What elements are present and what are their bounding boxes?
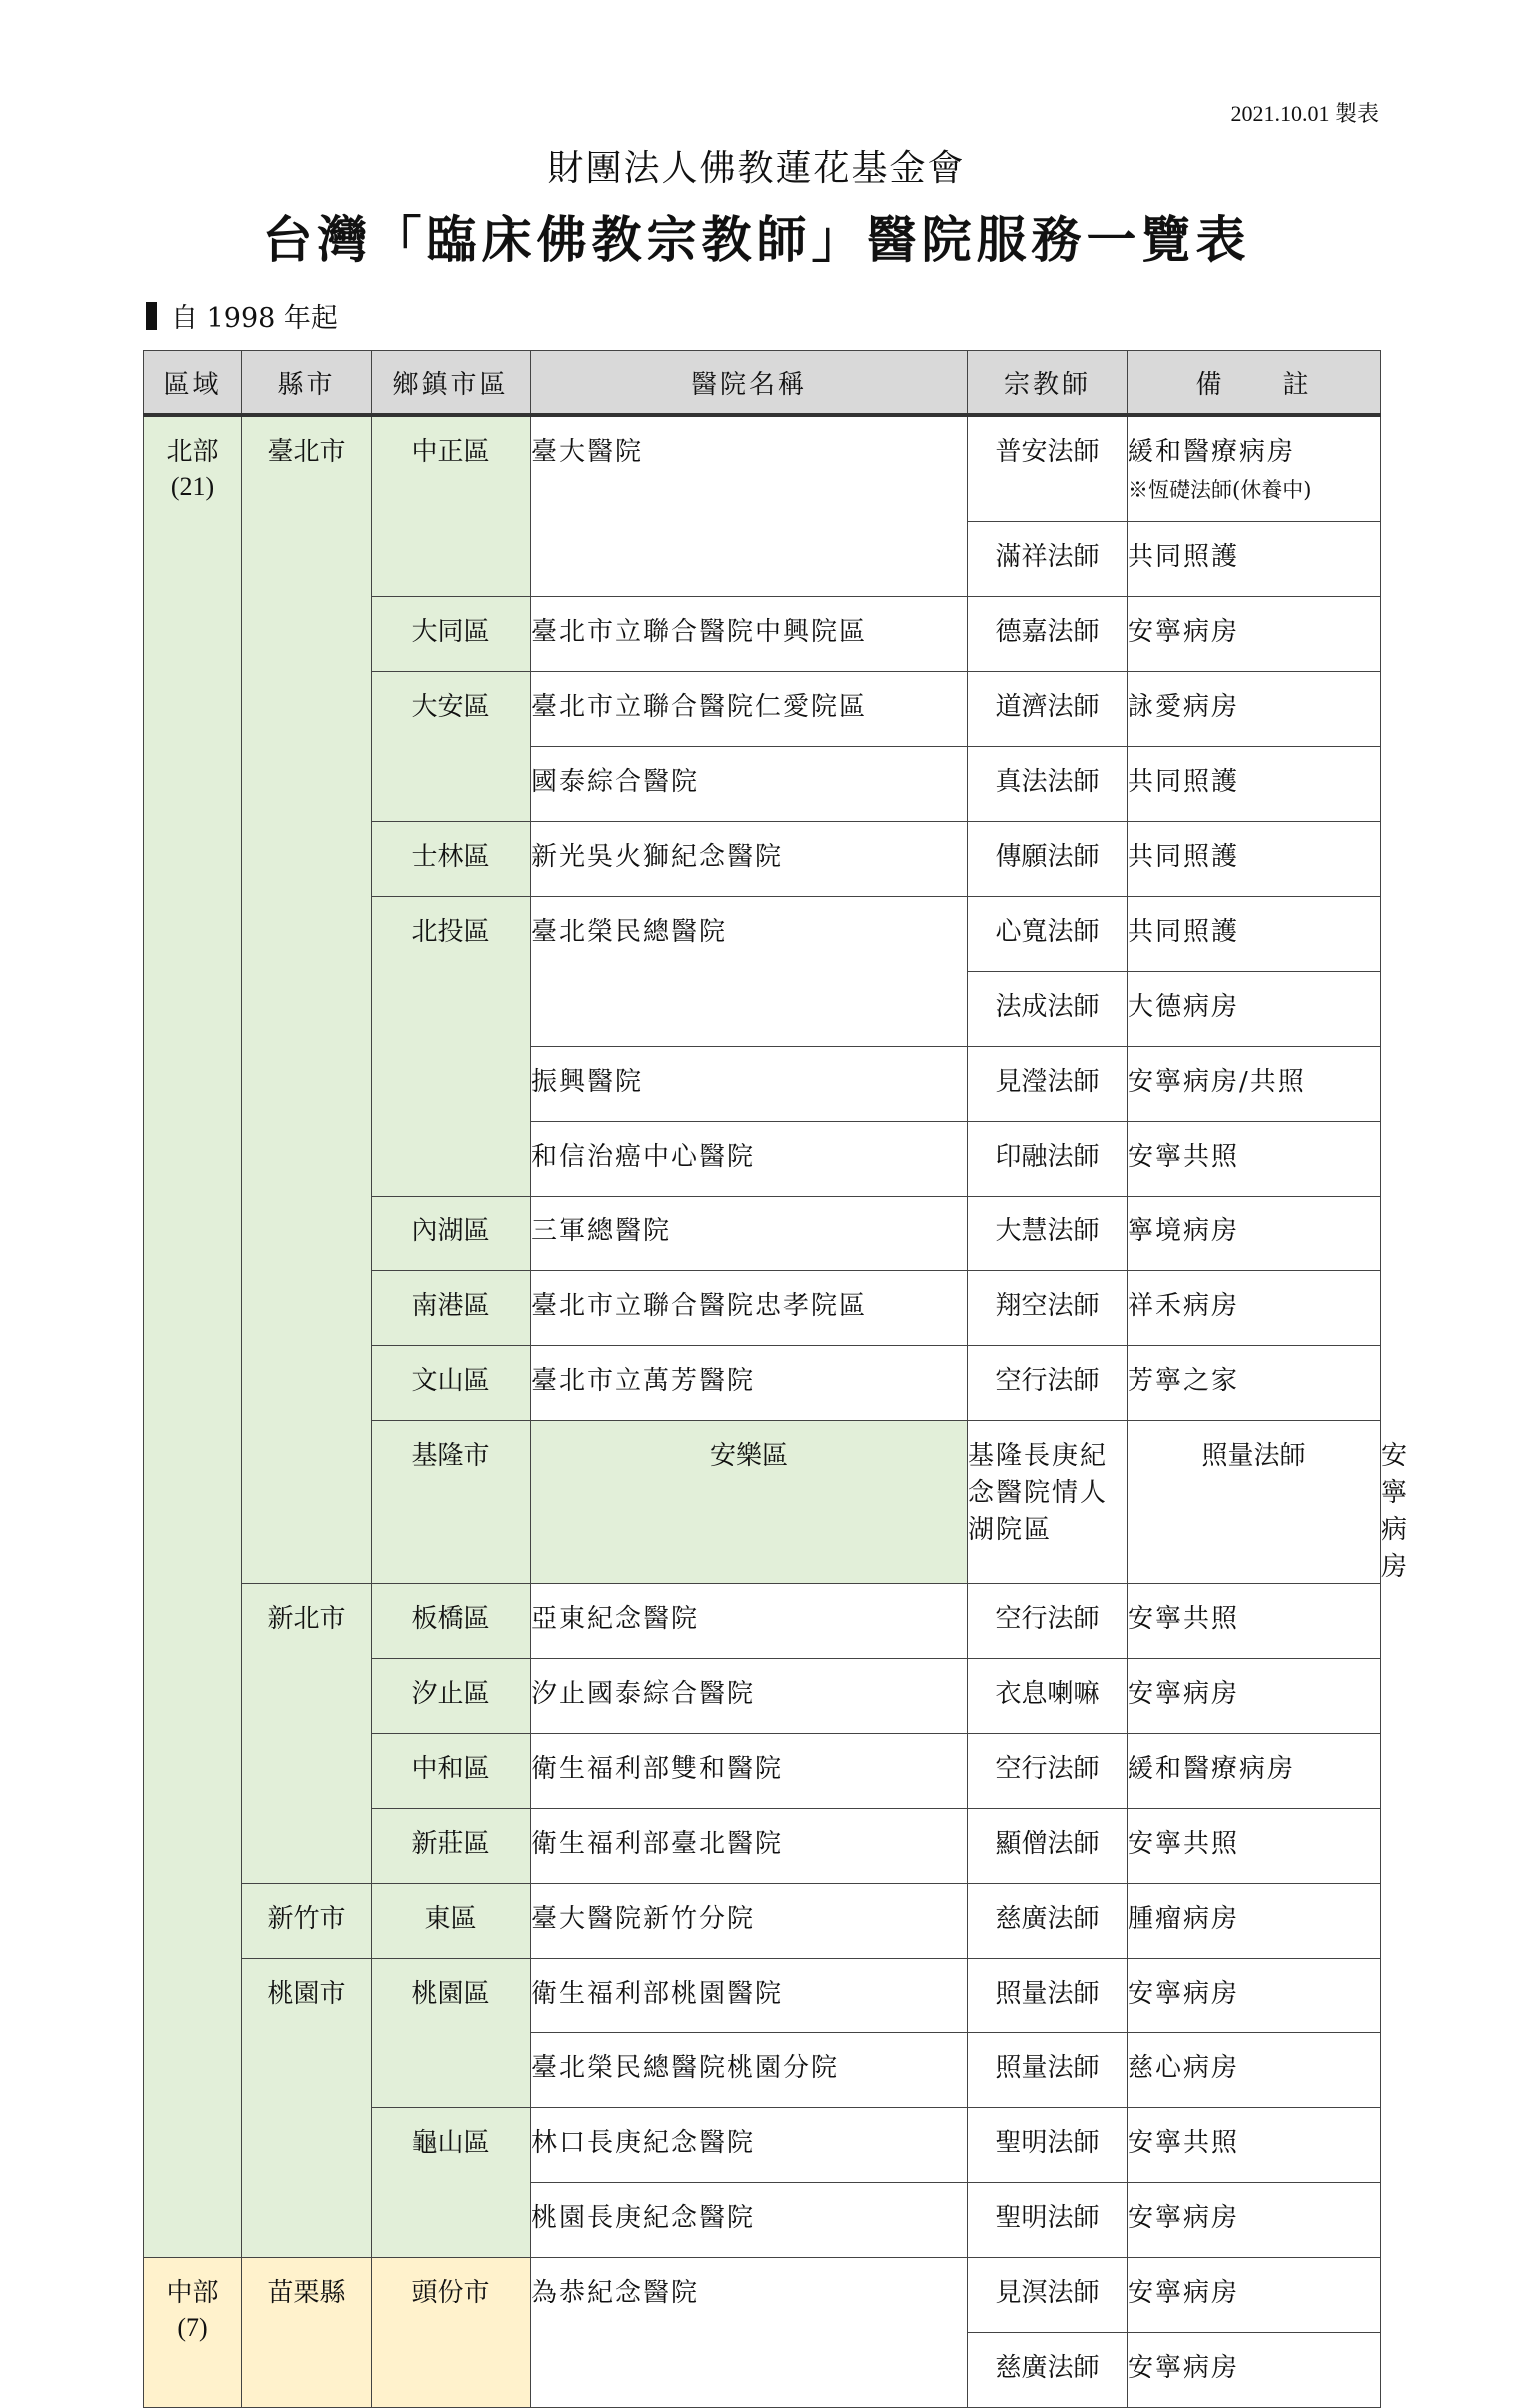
district-cell: 桃園區 (372, 1958, 531, 2107)
hospital-cell: 衛生福利部臺北醫院 (531, 1808, 968, 1883)
column-header-district: 鄉鎮市區 (372, 351, 531, 416)
chaplain-cell: 大慧法師 (968, 1196, 1128, 1270)
district-cell: 南港區 (372, 1270, 531, 1345)
hospital-cell: 臺大醫院新竹分院 (531, 1883, 968, 1958)
district-cell: 龜山區 (372, 2107, 531, 2257)
chaplain-cell: 傳願法師 (968, 821, 1128, 896)
chaplain-cell: 聖明法師 (968, 2107, 1128, 2182)
chaplain-cell: 空行法師 (968, 1733, 1128, 1808)
note-cell: 安寧共照 (1128, 1121, 1381, 1196)
region-count: (7) (177, 2312, 208, 2342)
chaplain-cell: 翔空法師 (968, 1270, 1128, 1345)
hospital-cell: 臺北市立聯合醫院仁愛院區 (531, 671, 968, 746)
note-cell: 詠愛病房 (1128, 671, 1381, 746)
district-cell: 大同區 (372, 596, 531, 671)
note-cell: 共同照護 (1128, 521, 1381, 596)
hospital-cell: 基隆長庚紀念醫院情人湖院區 (968, 1420, 1128, 1583)
chaplain-cell: 印融法師 (968, 1121, 1128, 1196)
district-cell: 板橋區 (372, 1583, 531, 1658)
chaplain-cell: 法成法師 (968, 971, 1128, 1046)
since-label: 自 1998 年起 (171, 303, 338, 334)
chaplain-cell: 慈廣法師 (968, 1883, 1128, 1958)
note-cell: 安寧病房/共照 (1128, 1046, 1381, 1121)
hospital-cell: 衛生福利部桃園醫院 (531, 1958, 968, 2032)
column-header-city: 縣市 (242, 351, 372, 416)
chaplain-cell: 顯僧法師 (968, 1808, 1128, 1883)
note-cell: 緩和醫療病房 (1128, 1733, 1381, 1808)
hospital-cell: 國泰綜合醫院 (531, 746, 968, 821)
chaplain-cell: 道濟法師 (968, 671, 1128, 746)
note-cell: 安寧病房 (1128, 1658, 1381, 1733)
document-date: 2021.10.01 製表 (1230, 101, 1379, 126)
hospital-cell: 三軍總醫院 (531, 1196, 968, 1270)
chaplain-cell: 見瀅法師 (968, 1046, 1128, 1121)
hospital-cell: 桃園長庚紀念醫院 (531, 2182, 968, 2257)
district-cell: 汐止區 (372, 1658, 531, 1733)
region-cell (144, 2257, 242, 2407)
note-cell: 共同照護 (1128, 821, 1381, 896)
chaplain-cell: 心寬法師 (968, 896, 1128, 971)
table-row (144, 2257, 1381, 2332)
note-cell: 共同照護 (1128, 896, 1381, 971)
hospital-cell: 汐止國泰綜合醫院 (531, 1658, 968, 1733)
hospital-cell: 臺北市立萬芳醫院 (531, 1345, 968, 1420)
note-cell: 安寧病房 (1128, 2257, 1381, 2332)
note-cell: 安寧病房 (1128, 1958, 1381, 2032)
hospital-cell: 臺北榮民總醫院桃園分院 (531, 2032, 968, 2107)
chaplain-cell: 照量法師 (968, 1958, 1128, 2032)
chaplain-cell: 德嘉法師 (968, 596, 1128, 671)
note-cell: 安寧病房 (1128, 2332, 1381, 2407)
hospital-cell: 林口長庚紀念醫院 (531, 2107, 968, 2182)
region-cell (144, 415, 242, 2257)
hospital-cell: 臺北市立聯合醫院忠孝院區 (531, 1270, 968, 1345)
note-cell: 安寧共照 (1128, 1808, 1381, 1883)
chaplain-cell: 照量法師 (968, 2032, 1128, 2107)
chaplain-cell: 空行法師 (968, 1345, 1128, 1420)
region-name: 中部 (166, 2277, 219, 2308)
district-cell: 東區 (372, 1883, 531, 1958)
city-cell: 桃園市 (242, 1958, 372, 2257)
city-cell: 新竹市 (242, 1883, 372, 1958)
region-count: (21) (170, 472, 215, 501)
district-cell: 中和區 (372, 1733, 531, 1808)
note-cell: 安寧病房 (1128, 2182, 1381, 2257)
hospital-service-table (143, 350, 1410, 2408)
column-header-hospital: 醫院名稱 (531, 351, 968, 416)
hospital-cell: 亞東紀念醫院 (531, 1583, 968, 1658)
organization-name: 財團法人佛教蓮花基金會 (547, 148, 966, 189)
note-cell: 祥禾病房 (1128, 1270, 1381, 1345)
region-name: 北部 (166, 437, 219, 467)
hospital-cell: 振興醫院 (531, 1046, 968, 1121)
note-cell: 芳寧之家 (1128, 1345, 1381, 1420)
column-header-chaplain: 宗教師 (968, 351, 1128, 416)
note-cell: 安寧病房 (1128, 596, 1381, 671)
chaplain-cell: 滿祥法師 (968, 521, 1128, 596)
table-row (144, 415, 1381, 521)
note-cell: 腫瘤病房 (1128, 1883, 1381, 1958)
note-subtext: ※恆礎法師(休養中) (1128, 478, 1312, 502)
city-cell: 臺北市 (242, 415, 372, 1583)
district-cell: 新莊區 (372, 1808, 531, 1883)
column-header-region: 區域 (144, 351, 242, 416)
city-cell: 新北市 (242, 1583, 372, 1883)
hospital-cell: 臺北市立聯合醫院中興院區 (531, 596, 968, 671)
table-row (144, 1583, 1381, 1658)
table-header-row (144, 351, 1381, 416)
note-cell (1128, 415, 1381, 521)
hospital-cell: 新光吳火獅紀念醫院 (531, 821, 968, 896)
table-row (144, 1883, 1381, 1958)
column-header-note: 備 註 (1128, 351, 1381, 416)
chaplain-cell: 慈廣法師 (968, 2332, 1128, 2407)
district-cell: 安樂區 (531, 1420, 968, 1583)
note-cell: 安寧共照 (1128, 2107, 1381, 2182)
note-text: 緩和醫療病房 (1128, 437, 1296, 467)
table-row (144, 1958, 1381, 2032)
document-title: 台灣「臨床佛教宗教師」醫院服務一覽表 (262, 211, 1251, 269)
note-cell: 寧境病房 (1128, 1196, 1381, 1270)
hospital-cell: 為恭紀念醫院 (531, 2257, 968, 2407)
hospital-cell: 臺大醫院 (531, 415, 968, 596)
heading-bar-marker (146, 302, 157, 330)
note-cell: 安寧共照 (1128, 1583, 1381, 1658)
district-cell: 中正區 (372, 415, 531, 596)
district-cell: 頭份市 (372, 2257, 531, 2407)
chaplain-cell: 見溟法師 (968, 2257, 1128, 2332)
note-cell: 慈心病房 (1128, 2032, 1381, 2107)
hospital-cell: 衛生福利部雙和醫院 (531, 1733, 968, 1808)
hospital-cell: 臺北榮民總醫院 (531, 896, 968, 1046)
city-cell: 基隆市 (372, 1420, 531, 1583)
chaplain-cell: 空行法師 (968, 1583, 1128, 1658)
hospital-cell: 和信治癌中心醫院 (531, 1121, 968, 1196)
chaplain-cell: 普安法師 (968, 415, 1128, 521)
district-cell: 內湖區 (372, 1196, 531, 1270)
city-cell: 苗栗縣 (242, 2257, 372, 2407)
section-heading (146, 296, 338, 335)
district-cell: 大安區 (372, 671, 531, 821)
chaplain-cell: 照量法師 (1128, 1420, 1381, 1583)
district-cell: 文山區 (372, 1345, 531, 1420)
chaplain-cell: 真法法師 (968, 746, 1128, 821)
note-cell: 共同照護 (1128, 746, 1381, 821)
chaplain-cell: 衣息喇嘛 (968, 1658, 1128, 1733)
note-cell: 大德病房 (1128, 971, 1381, 1046)
chaplain-cell: 聖明法師 (968, 2182, 1128, 2257)
district-cell: 北投區 (372, 896, 531, 1196)
table-row: 基隆市 安樂區 基隆長庚紀念醫院情人湖院區 照量法師 安寧病房 (144, 1420, 1381, 1583)
district-cell: 士林區 (372, 821, 531, 896)
